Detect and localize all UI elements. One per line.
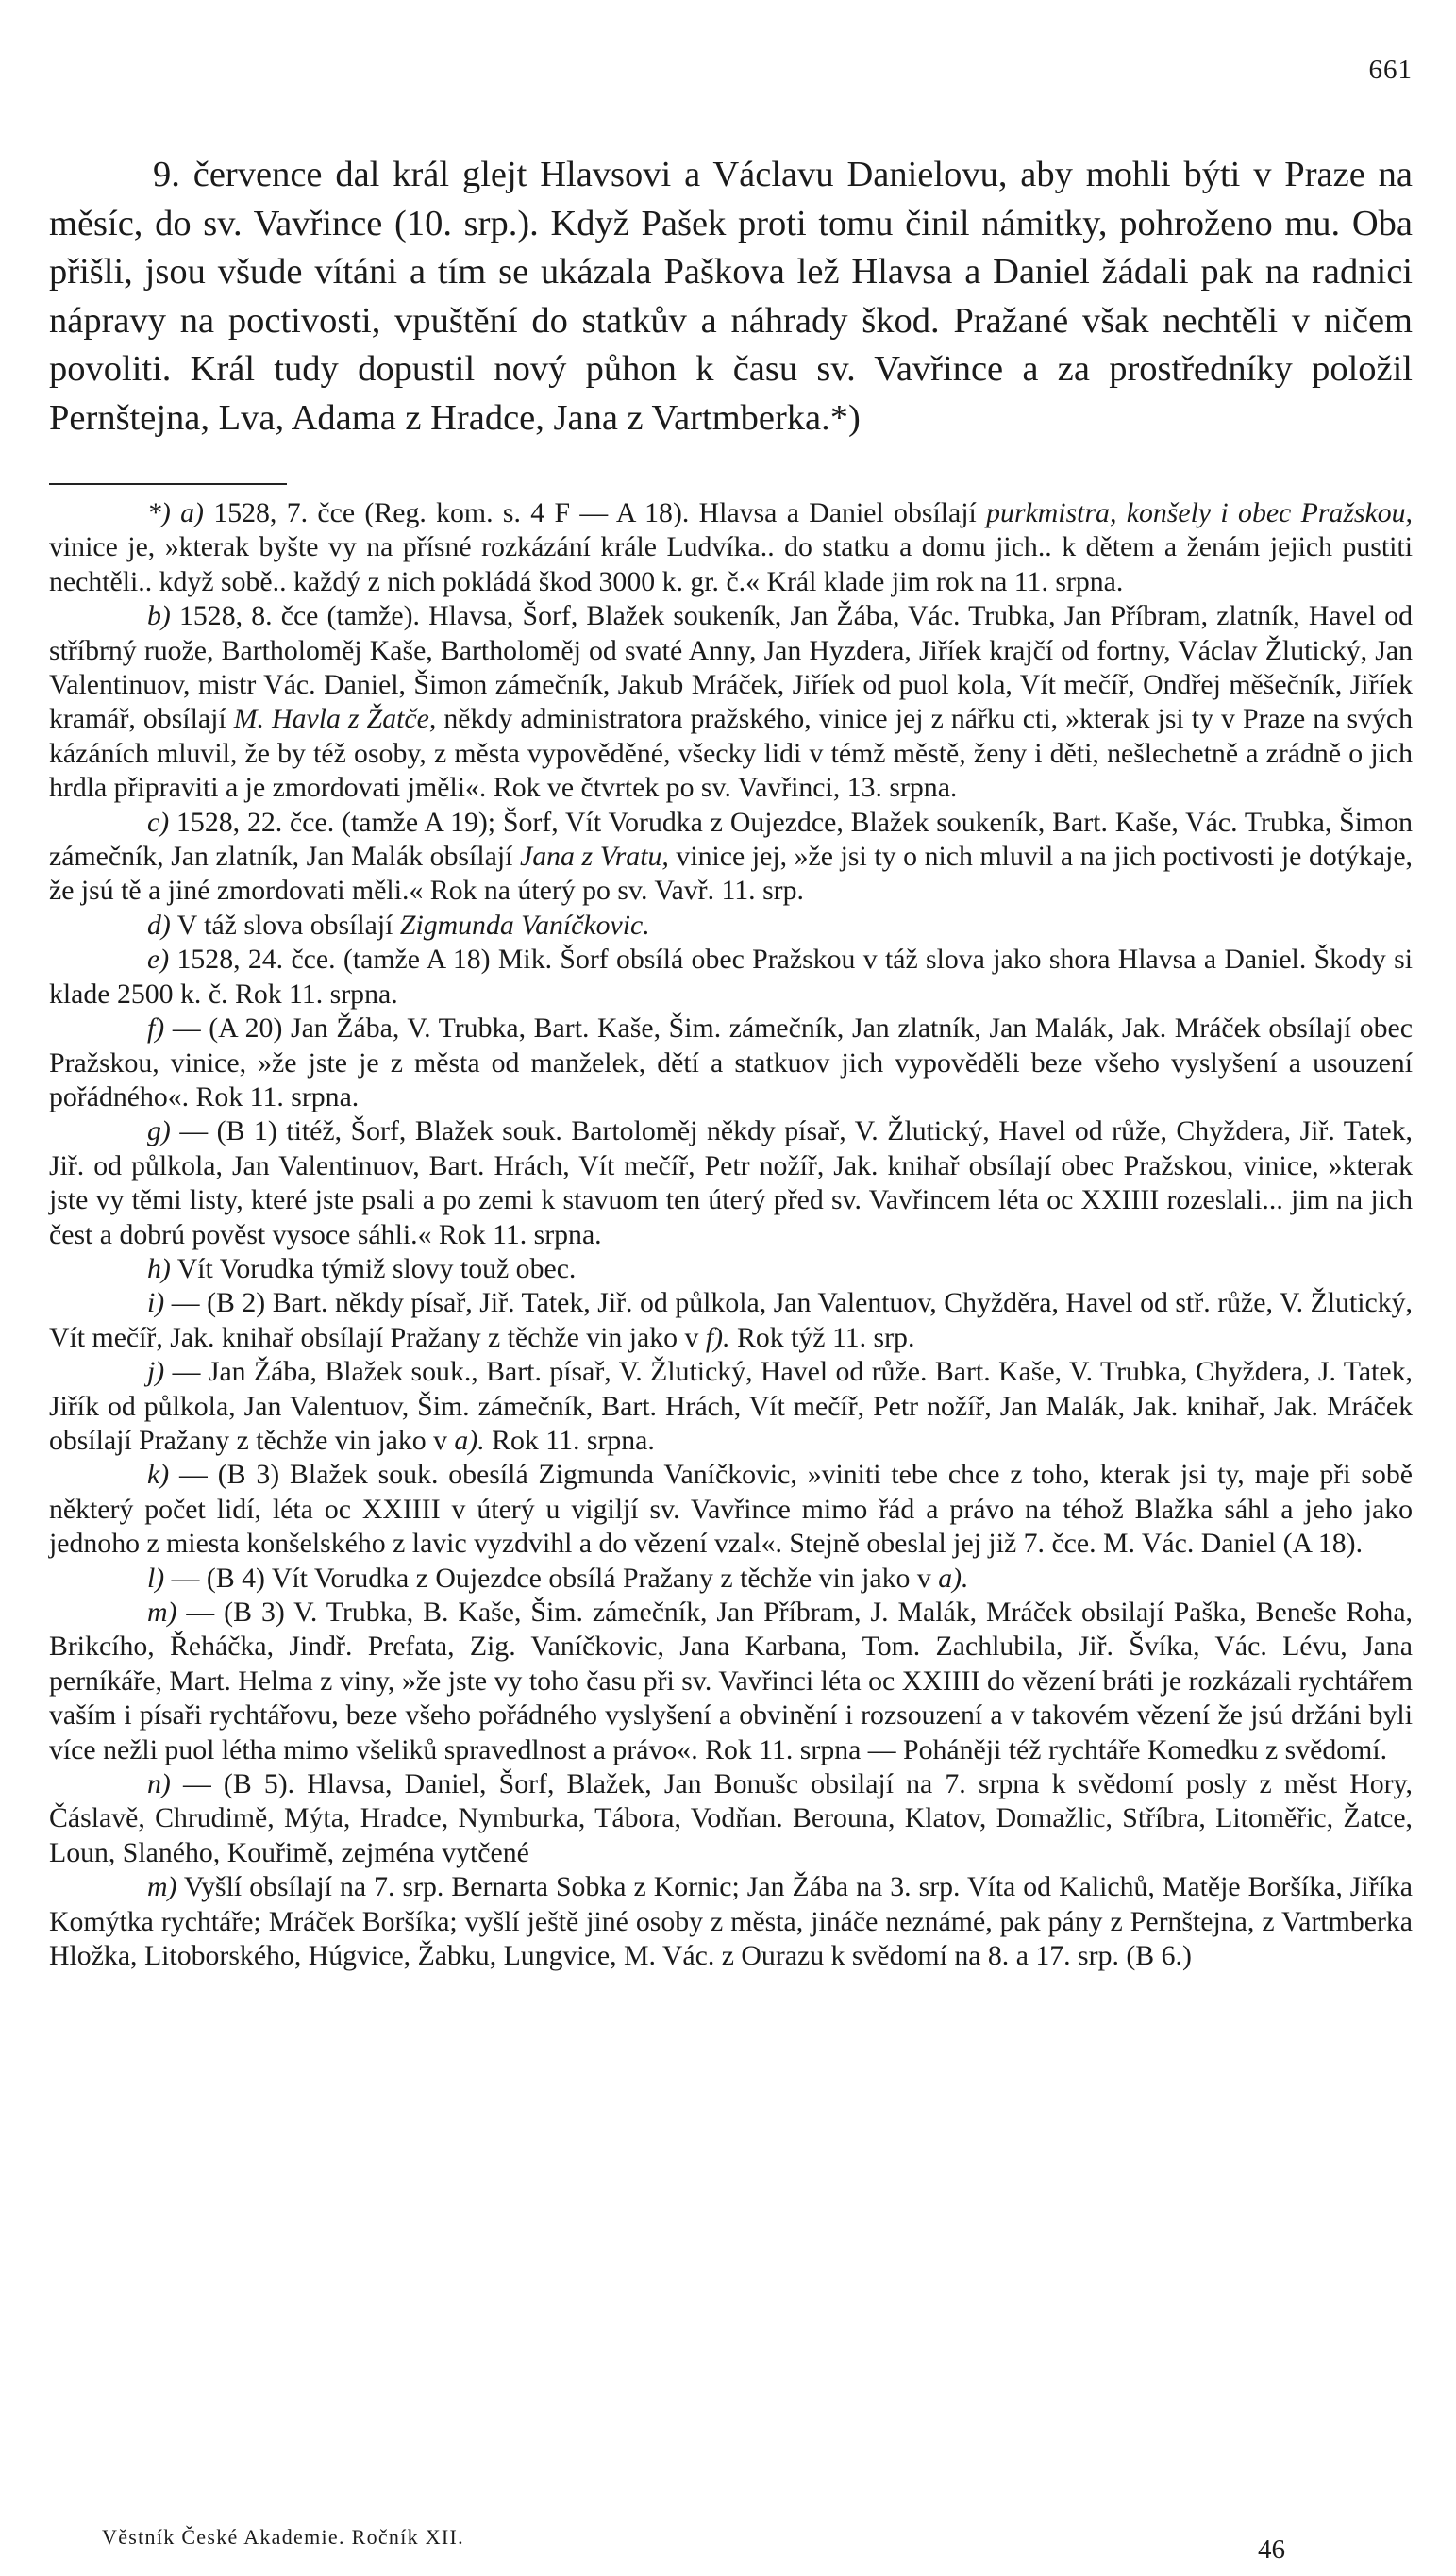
footnote-text: Rok 11. srpna. bbox=[484, 1424, 655, 1456]
footnote-text: — (B 2) Bart. někdy písař, Jiř. Tatek, Jiř. od půlkola, Jan Valentuov, Chyžděra, Havel od stř. růže, V. Žlutický, Vít mečíř, Jak. knihař obsílají Pražany z těchže vin jako v bbox=[49, 1287, 1413, 1353]
footnote-label: m) bbox=[147, 1597, 177, 1628]
footnote-italic-text: Zigmunda Vaníčkovic. bbox=[399, 909, 650, 941]
footnote-label: g) bbox=[147, 1115, 171, 1147]
footnote-text: vinice je, »kterak byšte vy na přísné rozkázání krále Ludvíka.. do statku a domu jich.. k dětem a ženám jejich pustiti nechtěli.. když sobě.. každý z nich pokládá škod 3000 k. gr. č.« Král klade jim rok na 11. srpna. bbox=[49, 531, 1413, 597]
footnote bbox=[49, 1767, 1413, 1870]
footnote-text: — (B 5). Hlavsa, Daniel, Šorf, Blažek, Jan Bonušc obsilají na 7. srpna k svědomí posly z měst Hory, Čáslavě, Chrudimě, Mýta, Hradce, Nymburka, Tábora, Vodňan. Berouna, Klatov, Domažlic, Stříbra, Litoměřic, Žatce, Loun, Slaného, Kouřimě, zejména vytčené bbox=[49, 1768, 1413, 1868]
footnote-label: f) bbox=[147, 1012, 165, 1045]
footnote-text: V táž slova obsílají bbox=[170, 909, 400, 941]
footnote-label: e) bbox=[147, 944, 170, 976]
footnote-label: n) bbox=[147, 1768, 171, 1800]
footnote-text: — (B 1) titéž, Šorf, Blažek souk. Bartoloměj někdy písař, V. Žlutický, Havel od růže, Chyždera, Jiř. Tatek, Jiř. od půlkola, Jan Valentinuov, Bart. Hrách, Vít mečíř, Petr nožíř, Jak. knihař obsílají obec Pražskou, vinice, »kterak jste vy těmi listy, které jste psali a po zemi k stavuom ten úterý před sv. Vavřincem léta oc XXIIII rozeslali... jim na jich čest a dobrú pověst vysoce sáhli.« Rok 11. srpna. bbox=[49, 1115, 1413, 1250]
footnote-label: *) a) bbox=[147, 497, 204, 528]
footnote-label: j) bbox=[147, 1356, 165, 1388]
footnote-text: vinice jej, »že jsi ty o nich mluvil a na jich poctivosti je dotýkaje, že jsú tě a jiné zmordovati měli.« Rok na úterý po sv. Vavř. 11. srp. bbox=[49, 841, 1413, 907]
footnote bbox=[49, 1870, 1413, 1973]
footnote bbox=[49, 1114, 1413, 1252]
footnote bbox=[49, 1012, 1413, 1114]
footnote bbox=[49, 943, 1413, 1012]
footnote bbox=[49, 1355, 1413, 1458]
footnote-text: Vít Vorudka týmiž slovy touž obec. bbox=[170, 1252, 577, 1284]
footnote bbox=[49, 1252, 1413, 1286]
footnote-text: 1528, 7. čce (Reg. kom. s. 4 F — A 18). Hlavsa a Daniel obsílají bbox=[203, 497, 987, 528]
footnote-italic-text: M. Havla z Žatče, bbox=[233, 703, 437, 735]
journal-footer: Věstník České Akademie. Ročník XII. bbox=[102, 2525, 464, 2549]
main-paragraph: 9. července dal král glejt Hlavsovi a Václavu Danielovu, aby mohli býti v Praze na měsíc, do sv. Vavřince (10. srp.). Když Pašek proti tomu činil námitky, pohroženo mu. Oba přišli, jsou všude vítáni a tím se ukázala Paškova lež Hlavsa a Daniel žádali pak na radnici nápravy na poctivosti, vpuštění do statkův a náhrady škod. Pražané však nechtěli v ničem povoliti. Král tudy dopustil nový půhon k času sv. Vavřince a za prostředníky položil Pernštejna, Lva, Adama z Hradce, Jana z Vartmberka.*) bbox=[49, 155, 1413, 438]
page-number: 661 bbox=[1368, 55, 1413, 85]
footnote-label: i) bbox=[147, 1287, 165, 1319]
footnote-text: 1528, 8. čce (tamže). Hlavsa, Šorf, Blažek soukeník, Jan Žába, Vác. Trubka, Jan Příbram, zlatník, Havel od stříbrný ruože, Bartholoměj Kaše, Bartholoměj od svaté Anny, Jan Hyzdera, Jiříek krajčí od fortny, Václav Žlutický, Jan Valentinuov, mistr Vác. Daniel, Šimon zámečník, Jakub Mráček, Jiříek od puol kola, Vít mečíř, Ondřej měšečník, Jiříek kramář, obsílají bbox=[49, 600, 1413, 735]
footnote-label: b) bbox=[147, 600, 171, 632]
footnote bbox=[49, 1458, 1413, 1561]
footnote-italic-text: purkmistra, konšely i obec Pražskou, bbox=[986, 497, 1413, 528]
footnote-text: 1528, 24. čce. (tamže A 18) Mik. Šorf obsílá obec Pražskou v táž slova jako shora Hlavsa a Daniel. Škody si klade 2500 k. č. Rok 11. srpna. bbox=[49, 944, 1413, 1010]
footnote-text: — (B 4) Vít Vorudka z Oujezdce obsílá Pražany z těchže vin jako v bbox=[164, 1562, 939, 1594]
footnote-text: — (B 3) V. Trubka, B. Kaše, Šim. zámečník, Jan Příbram, J. Malák, Mráček obsilají Paška, Beneše Roha, Brikcího, Řeháčka, Jindř. Prefata, Zig. Vaníčkovic, Jana Karbana, Tom. Zachlubila, Jiř. Švíka, Vác. Lévu, Jana perníkáře, Mart. Helma z viny, »že jste vy toho času při sv. Vavřinci léta oc XXIIII do vězení bráti je rozkázali rychtářem vaším i písaři rychtářovu, beze všeho pořádného vyslyšení a obvinění i rozsouzení a v takovém vězení že jsú držáni byli více nežli puol létha mimo všeliků spravedlnost a právo«. Rok 11. srpna — Poháněji též rychtáře Komedku z svědomí. bbox=[49, 1597, 1413, 1765]
footnote-italic-text: f). bbox=[705, 1321, 730, 1353]
footnote bbox=[49, 1286, 1413, 1355]
footnote bbox=[49, 806, 1413, 909]
footnote-label: l) bbox=[147, 1562, 165, 1594]
footnote-text: — Jan Žába, Blažek souk., Bart. písař, V. Žlutický, Havel od růže. Bart. Kaše, V. Trubka, Chyždera, J. Tatek, Jiřík od půlkola, Jan Valentuov, Šim. zámečník, Bart. Hrách, Vít mečíř, Petr nožíř, Jan Malák, Jak. knihař, Jak. Mráček obsílají Pražany z těchže vin jako v bbox=[49, 1356, 1413, 1456]
footnote-text: Rok týž 11. srp. bbox=[729, 1321, 915, 1353]
footnote-text: — (A 20) Jan Žába, V. Trubka, Bart. Kaše, Šim. zámečník, Jan zlatník, Jan Malák, Jak. Mráček obsílají obec Pražskou, vinice, »že jste je z města od manželek, dětí a statkuov jich vypověděli beze všeho vyslyšení a usouzení pořádného«. Rok 11. srpna. bbox=[49, 1012, 1413, 1112]
footnote-label: h) bbox=[147, 1252, 171, 1284]
footnote-label: k) bbox=[147, 1459, 170, 1491]
footnote bbox=[49, 909, 1413, 943]
footnote-text: 1528, 22. čce. (tamže A 19); Šorf, Vít Vorudka z Oujezdce, Blažek soukeník, Bart. Kaše, Vác. Trubka, Šimon zámečník, Jan zlatník, Jan Malák obsílají bbox=[49, 806, 1413, 873]
footnote-text: Vyšlí obsílají na 7. srp. Bernarta Sobka z Kornic; Jan Žába na 3. srp. Víta od Kalichů, Matěje Boršíka, Jiříka Komýtka rychtáře; Mráček Boršíka; vyšlí ještě jiné osoby z města, jináče neznámé, pak pány z Pernštejna, z Vartmberka Hložka, Litoborského, Húgvice, Žabku, Lungvice, M. Vác. z Ourazu k svědomí na 8. a 17. srp. (B 6.) bbox=[49, 1871, 1413, 1972]
footnote-label: c) bbox=[147, 806, 170, 838]
footnote-italic-text: a). bbox=[938, 1562, 969, 1594]
footnote bbox=[49, 599, 1413, 805]
sheet-number: 46 bbox=[1258, 2534, 1285, 2565]
footnote bbox=[49, 496, 1413, 599]
footnote-label: m) bbox=[147, 1871, 177, 1903]
footnote-text: — (B 3) Blažek souk. obesílá Zigmunda Vaníčkovic, »viniti tebe chce z toho, kterak jsi ty, maje při sobě některý počet lidí, léta oc XXIIII v úterý u vigiljí sv. Vavřince mimo řád a právo na téhož Blažka sáhl a jeho jako jednoho z miesta konšelského z lavic vyzdvihl a do vězení vzal«. Stejně obeslal jej již 7. čce. M. Vác. Daniel (A 18). bbox=[49, 1459, 1413, 1560]
footnote-divider bbox=[49, 483, 287, 485]
footnote-label: d) bbox=[147, 909, 171, 941]
footnote-text: někdy administratora pražského, vinice jej z nářku cti, »kterak jsi ty v Praze na svých kázáních mluvil, že by též osoby, z města vypověděné, všecky lidi v témž městě, ženy i děti, nešlechetně a zrádně o jich hrdla připraviti a je zmordovati jměli«. Rok ve čtvrtek po sv. Vavřinci, 13. srpna. bbox=[49, 703, 1414, 804]
footnote bbox=[49, 1596, 1413, 1767]
footnote-italic-text: Jana z Vratu, bbox=[520, 841, 669, 873]
footnotes bbox=[49, 496, 1413, 1973]
footnote-italic-text: a). bbox=[454, 1424, 485, 1456]
footnote bbox=[49, 1562, 1413, 1596]
